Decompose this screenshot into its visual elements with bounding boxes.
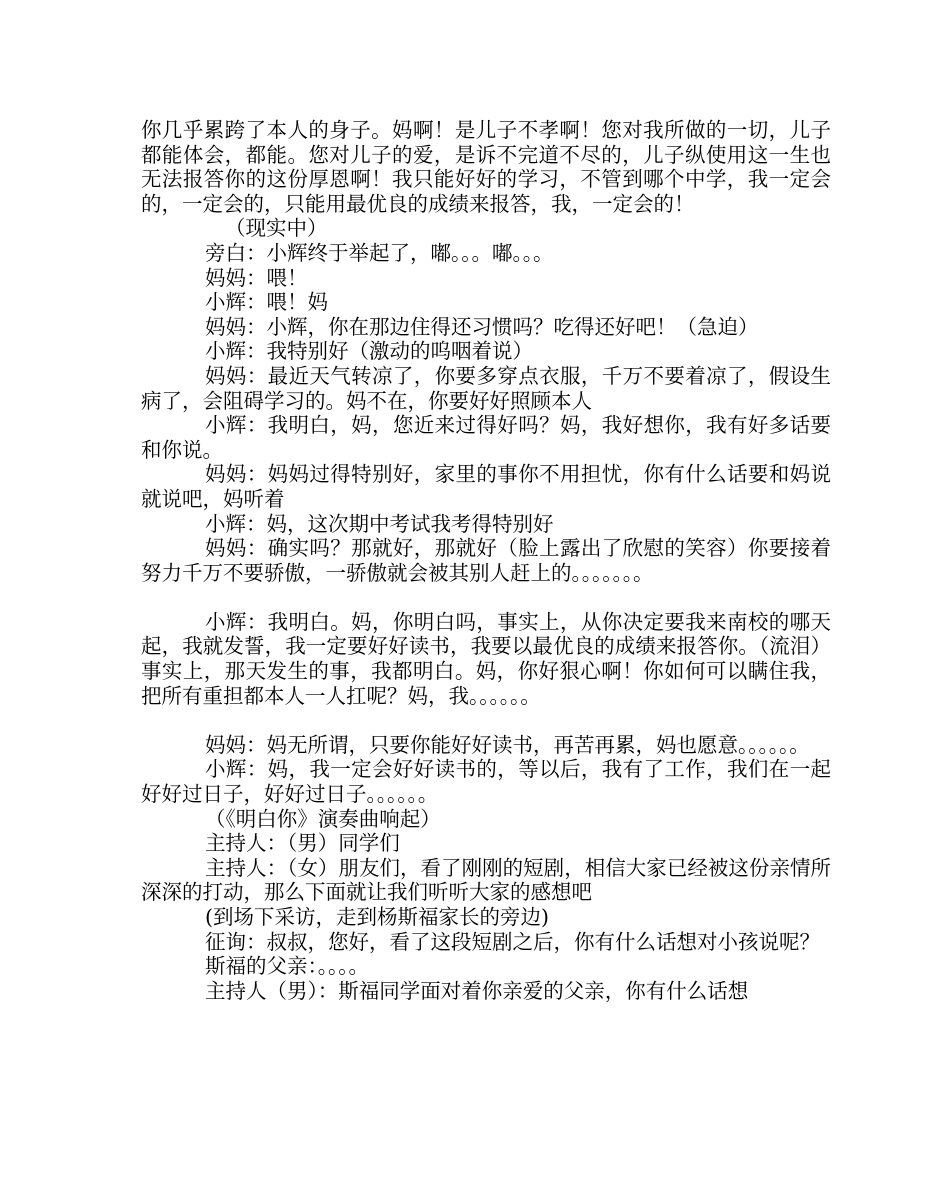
paragraph: （《明白你》演奏曲响起） [205, 806, 441, 831]
paragraph: 小辉：喂！妈 [205, 290, 328, 315]
document-body [141, 118, 831, 1003]
paragraph: 斯福的父亲：。。。。 [205, 954, 369, 979]
paragraph: 妈妈：确实吗？那就好，那就好（脸上露出了欣慰的笑容）你要接着努力千万不要骄傲，一骄傲就会被其别人赶上的。。。。。。。 [141, 536, 831, 585]
paragraph: 小辉：妈，我一定会好好读书的，等以后，我有了工作，我们在一起好好过日子，好好过日子。。。。。。 [141, 757, 831, 807]
paragraph-spacer [141, 708, 831, 733]
paragraph: 小辉：我明白。妈，你明白吗，事实上，从你决定要我来南校的哪天起，我就发誓，我一定要好好读书，我要以最优良的成绩来报答你。（流泪）事实上，那天发生的事，我都明白。妈，你好狠心啊！你如何可以瞒住我，把所有重担都本人一人扛呢？妈，我。。。。。。 [141, 609, 831, 708]
paragraph: 小辉：我特别好（激动的呜咽着说） [205, 339, 533, 364]
paragraph: 征询：叔叔，您好，看了这段短剧之后，你有什么话想对小孩说呢？ [205, 929, 820, 954]
paragraph-spacer [141, 585, 831, 610]
paragraph: 妈妈：妈无所谓，只要你能好好读书，再苦再累，妈也愿意。。。。。。 [205, 732, 810, 757]
paragraph: 主持人：（男）同学们 [205, 831, 400, 856]
paragraph: 你几乎累跨了本人的身子。妈啊！是儿子不孝啊！您对我所做的一切，儿子都能体会，都能。您对儿子的爱，是诉不完道不尽的，儿子纵使用这一生也无法报答你的这份厚恩啊！我只能好好的学习，不管到哪个中学，我一定会的，一定会的，只能用最优良的成绩来报答，我，一定会的！ [141, 118, 831, 216]
paragraph: (到场下采访，走到杨斯福家长的旁边) [205, 905, 549, 929]
paragraph: 主持人（男）：斯福同学面对着你亲爱的父亲，你有什么话想 [205, 978, 749, 1003]
paragraph: 妈妈：喂！ [205, 265, 308, 290]
paragraph: （现实中） [225, 216, 328, 241]
paragraph: 主持人：（女）朋友们，看了刚刚的短剧，相信大家已经被这份亲情所深深的打动，那么下面就让我们听听大家的感想吧 [141, 855, 831, 905]
paragraph: 妈妈：小辉，你在那边住得还习惯吗？吃得还好吧！（急迫） [205, 314, 759, 339]
paragraph: 小辉：我明白，妈，您近来过得好吗？妈，我好想你，我有好多话要和你说。 [141, 413, 831, 462]
paragraph: 妈妈：最近天气转凉了，你要多穿点衣服，千万不要着凉了，假设生病了，会阻碍学习的。妈不在，你要好好照顾本人 [141, 363, 831, 413]
paragraph: 小辉：妈，这次期中考试我考得特别好 [205, 511, 554, 536]
paragraph: 旁白：小辉终于举起了，嘟。。。嘟。。。 [205, 240, 554, 265]
paragraph: 妈妈：妈妈过得特别好，家里的事你不用担忧，你有什么话要和妈说就说吧，妈听着 [141, 462, 831, 511]
